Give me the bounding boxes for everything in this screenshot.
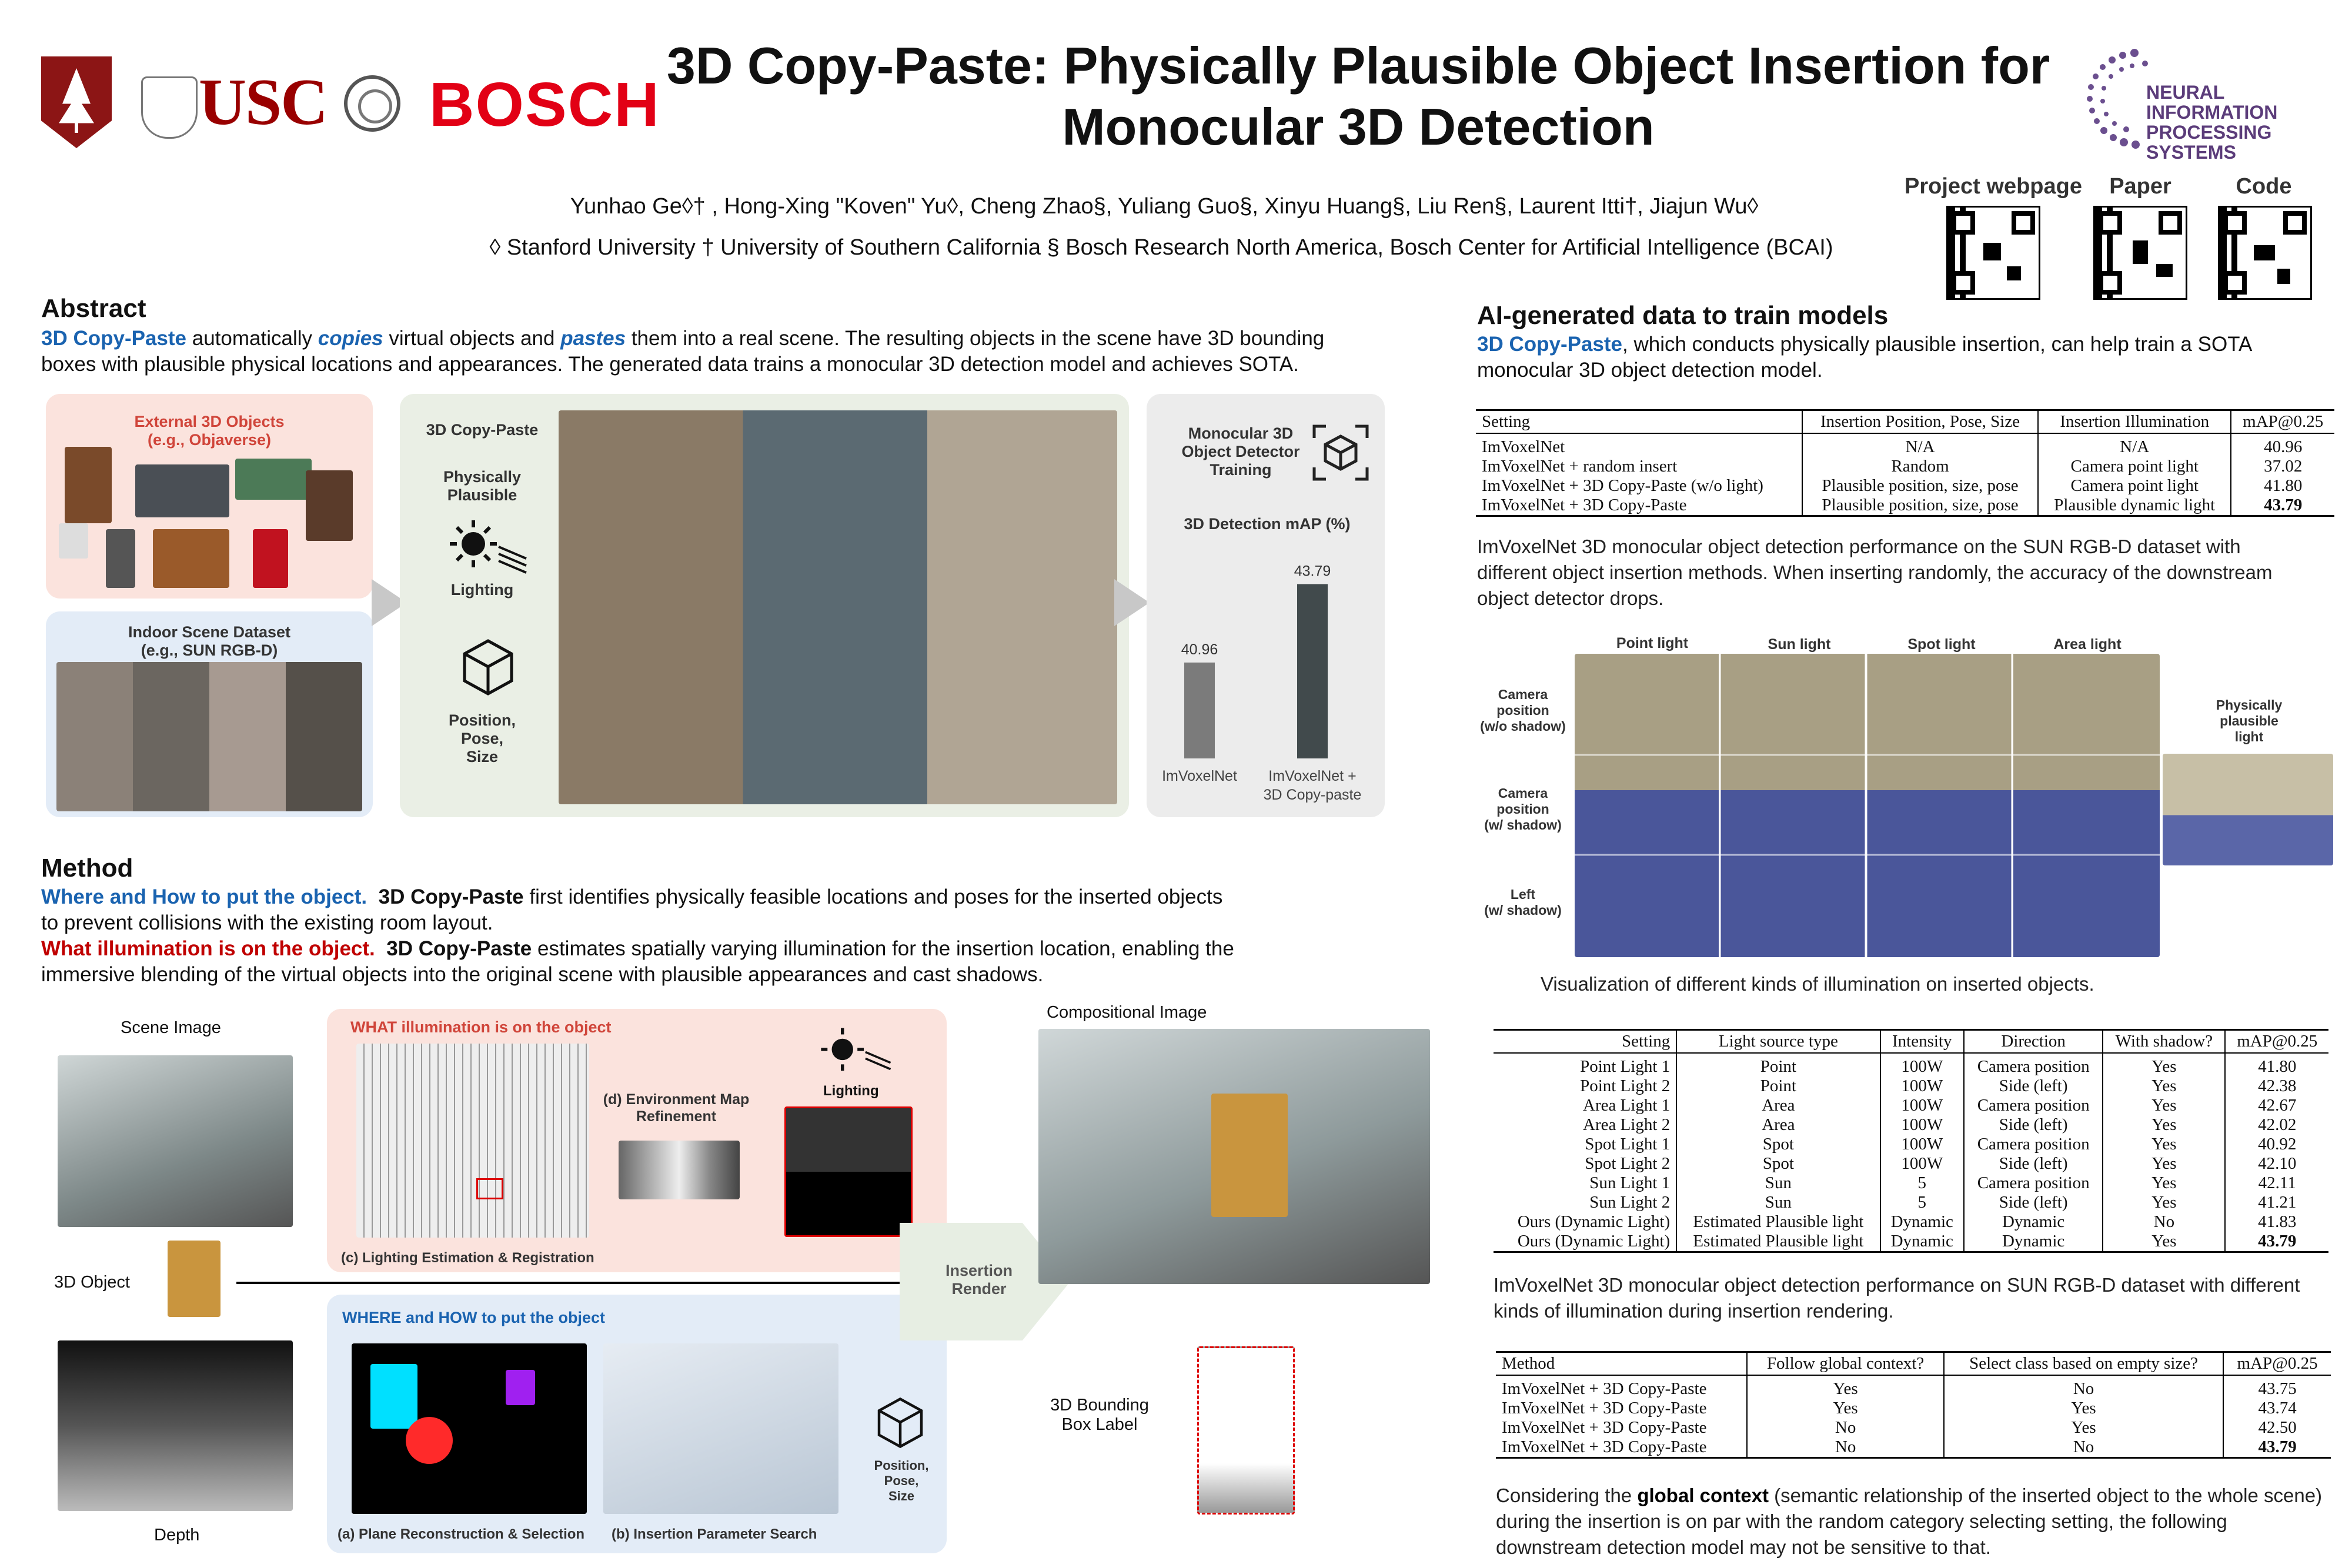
method-heading: Method — [41, 854, 133, 882]
intro-t2: monocular 3D object detection model. — [1477, 359, 1823, 382]
pose-label: Position, Pose, Size — [874, 1458, 929, 1503]
table-cell: Camera position — [1964, 1096, 2103, 1115]
title-line-2: Monocular 3D Detection — [1062, 98, 1655, 156]
table-cell: Sun — [1676, 1174, 1880, 1193]
table-cell: Estimated Plausible light — [1676, 1232, 1880, 1252]
table-cell: 100W — [1880, 1154, 1964, 1174]
table-row — [1494, 1193, 2328, 1212]
copy-paste-label: 3D Copy-Paste — [426, 421, 539, 439]
table-cell: Yes — [2103, 1193, 2225, 1212]
t1-header: Insertion Illumination — [2038, 410, 2231, 434]
table-cell: Yes — [1944, 1418, 2223, 1437]
table3-caption: Considering the global context (semantic relationship of the inserted object to the whole scene) during the insertion is on par with the random category selecting setting, the following downstream detection model may not be sensitive to that. — [1496, 1485, 2323, 1558]
table-cell: Point — [1676, 1076, 1880, 1096]
poster-title — [623, 35, 2093, 158]
table-row — [1494, 1135, 2328, 1154]
abstract-t1: automatically — [186, 327, 318, 350]
grid-col-point: Point light — [1616, 635, 1689, 651]
qr-label-paper: Paper — [2109, 174, 2171, 199]
table-cell: 40.96 — [2231, 433, 2334, 457]
what-illumination-title: WHAT illumination is on the object — [350, 1018, 612, 1036]
table-cell: Yes — [1944, 1399, 2223, 1418]
table-cell: Camera position — [1964, 1135, 2103, 1154]
grid-caption: Visualization of different kinds of illumination on inserted objects. — [1541, 973, 2094, 995]
t1-header: Setting — [1476, 410, 1802, 434]
table-cell: ImVoxelNet + 3D Copy-Paste — [1502, 1418, 1707, 1437]
method-where-t1: first identifies physically feasible locations and poses for the inserted objects — [523, 885, 1223, 908]
lighting-estimation-image — [356, 1044, 589, 1238]
table-row — [1494, 1115, 2328, 1135]
table-cell: 43.75 — [2223, 1375, 2331, 1399]
bed-object-image — [135, 464, 229, 517]
table-row — [1496, 1437, 2331, 1458]
table-cell: 100W — [1880, 1115, 1964, 1135]
table-row — [1476, 476, 2334, 496]
insertion-parameter-label: (b) Insertion Parameter Search — [612, 1526, 817, 1542]
table-row — [1476, 433, 2334, 457]
bar-value-label: 40.96 — [1181, 641, 1218, 658]
table-cell: Spot — [1676, 1135, 1880, 1154]
table-cell: 100W — [1880, 1053, 1964, 1076]
method-what-lead: What illumination is on the object. — [41, 937, 375, 960]
bbox-image — [1197, 1346, 1295, 1514]
scene-image — [58, 1055, 293, 1227]
table-cell: Yes — [2103, 1135, 2225, 1154]
table-cell: Dynamic — [1880, 1232, 1964, 1252]
neurips-line-1: NEURAL INFORMATION — [2146, 82, 2278, 123]
table1-caption: ImVoxelNet 3D monocular object detection performance on the SUN RGB-D dataset with different object insertion methods. When inserting randomly, the accuracy of the downstream object detector drops. — [1477, 536, 2273, 609]
inserted-scenes-grid — [559, 410, 1117, 804]
table-cell: Side (left) — [1964, 1154, 2103, 1174]
sun-lighting-icon — [447, 517, 535, 582]
table-cell: Spot Light 1 — [1585, 1135, 1671, 1154]
table-cell: 100W — [1880, 1076, 1964, 1096]
table-cell: Side (left) — [1964, 1076, 2103, 1096]
table-cell: Estimated Plausible light — [1676, 1212, 1880, 1232]
table-cell: 43.74 — [2223, 1399, 2331, 1418]
bar — [1184, 663, 1215, 758]
env-map-label: (d) Environment Map Refinement — [603, 1091, 750, 1125]
inserted-chair — [1211, 1094, 1288, 1217]
cube-pose-icon — [459, 635, 517, 700]
table-cell: Camera position — [1964, 1174, 2103, 1193]
table-row — [1476, 457, 2334, 476]
position-pose-size-label: Position, Pose, Size — [449, 711, 516, 765]
table-cell: 42.50 — [2223, 1418, 2331, 1437]
desk-object-image — [153, 529, 229, 588]
grid-row-1: Camera position (w/o shadow) — [1480, 687, 1566, 734]
ai-data-intro — [1477, 332, 2330, 383]
cabinet-object-image — [306, 470, 353, 541]
grid-col-spot: Spot light — [1907, 636, 1976, 653]
table-cell: Ours (Dynamic Light) — [1517, 1212, 1671, 1231]
depth-image — [58, 1340, 293, 1511]
table-cell: Yes — [1747, 1375, 1944, 1399]
table-cell: 5 — [1880, 1174, 1964, 1193]
table-cell: Dynamic — [1964, 1232, 2103, 1252]
method-what-t2: immersive blending of the virtual objects into the original scene with plausible appearances and cast shadows. — [41, 963, 1044, 986]
table-illumination — [1494, 1029, 2328, 1253]
table-insertion-methods — [1476, 409, 2334, 517]
illumination-grid-image — [1575, 654, 2160, 957]
method-where-t2: to prevent collisions with the existing room layout. — [41, 911, 493, 934]
abstract-pastes: pastes — [560, 327, 626, 350]
table-cell: 100W — [1880, 1135, 1964, 1154]
neurips-line-2: PROCESSING SYSTEMS — [2146, 122, 2272, 163]
object-arrow-line — [236, 1282, 918, 1284]
table-cell: 40.92 — [2225, 1135, 2328, 1154]
plane-segment — [506, 1370, 535, 1405]
physically-plausible-light-label: Physically plausible light — [2216, 697, 2283, 744]
table-cell: 41.80 — [2225, 1053, 2328, 1076]
table-row — [1496, 1375, 2331, 1399]
qr-label-project: Project webpage — [1905, 174, 2082, 199]
table-row — [1494, 1212, 2328, 1232]
bar — [1297, 584, 1328, 758]
table2-caption: ImVoxelNet 3D monocular object detection performance on SUN RGB-D dataset with different kinds of illumination during insertion rendering. — [1494, 1274, 2300, 1322]
category-label: ImVoxelNet — [1162, 768, 1237, 784]
plane-segment — [370, 1364, 417, 1429]
bar-value-label: 43.79 — [1294, 563, 1331, 580]
table-cell: Yes — [2103, 1232, 2225, 1252]
object-3d-label: 3D Object — [54, 1273, 130, 1292]
table-cell: Plausible position, size, pose — [1802, 496, 2038, 516]
t1-header: mAP@0.25 — [2231, 410, 2334, 434]
global-context-term: global context — [1637, 1485, 1769, 1506]
t3-header: Method — [1496, 1352, 1747, 1376]
physically-plausible-light-image — [2163, 754, 2333, 865]
t2-header: Intensity — [1880, 1030, 1964, 1054]
table-cell: ImVoxelNet — [1482, 437, 1565, 456]
chair-object-image — [65, 447, 112, 523]
lighting-label: Lighting — [450, 581, 514, 599]
table-cell: Area Light 2 — [1583, 1115, 1671, 1134]
table-cell: Yes — [2103, 1174, 2225, 1193]
neurips-logo-text — [2146, 82, 2352, 162]
table-cell: Point — [1676, 1053, 1880, 1076]
qr-code-code[interactable] — [2218, 206, 2312, 300]
table-cell: 42.11 — [2225, 1174, 2328, 1193]
table-cell: N/A — [1802, 433, 2038, 457]
bbox-label: 3D Bounding Box Label — [1050, 1396, 1149, 1434]
chair-3d-object-image — [168, 1241, 220, 1317]
grid-col-sun: Sun light — [1768, 636, 1831, 653]
table-cell: Plausible dynamic light — [2038, 496, 2231, 516]
table-cell: 42.02 — [2225, 1115, 2328, 1135]
table-cell: 43.79 — [2225, 1232, 2328, 1252]
table-cell: ImVoxelNet + 3D Copy-Paste — [1502, 1379, 1707, 1398]
env-map-image — [619, 1141, 740, 1199]
method-where-name: 3D Copy-Paste — [378, 885, 524, 908]
table-row — [1494, 1076, 2328, 1096]
table-cell: 42.10 — [2225, 1154, 2328, 1174]
indoor-dataset-label: Indoor Scene Dataset (e.g., SUN RGB-D) — [128, 623, 291, 659]
toilet-object-image — [59, 523, 88, 559]
ai-data-heading: AI-generated data to train models — [1477, 301, 1889, 330]
category-label: 3D Copy-paste — [1263, 787, 1362, 803]
table-cell: Random — [1802, 457, 2038, 476]
abstract-text — [41, 326, 1452, 377]
t2-header: Setting — [1494, 1030, 1676, 1054]
t3-header: mAP@0.25 — [2223, 1352, 2331, 1376]
grid-row-2: Camera position (w/ shadow) — [1484, 785, 1562, 833]
detection-cube-icon — [1311, 423, 1370, 482]
table-cell: ImVoxelNet + 3D Copy-Paste — [1502, 1399, 1707, 1417]
table-cell: No — [2103, 1212, 2225, 1232]
t3-header: Select class based on empty size? — [1944, 1352, 2223, 1376]
refined-env-map-image — [784, 1106, 913, 1237]
t1-header: Insertion Position, Pose, Size — [1802, 410, 2038, 434]
method-text — [41, 884, 1452, 988]
abstract-method-name: 3D Copy-Paste — [41, 327, 187, 350]
table-row — [1494, 1096, 2328, 1115]
detector-training-label: Monocular 3D Object Detector Training — [1181, 424, 1300, 479]
table-row — [1496, 1399, 2331, 1418]
table-cell: 41.80 — [2231, 476, 2334, 496]
table-row — [1496, 1418, 2331, 1437]
table-cell: Yes — [2103, 1076, 2225, 1096]
table-cell: ImVoxelNet + 3D Copy-Paste — [1476, 496, 1802, 516]
lighting-sun-icon — [817, 1025, 900, 1084]
insertion-parameter-image — [603, 1343, 838, 1514]
table-cell: 42.38 — [2225, 1076, 2328, 1096]
table-cell: ImVoxelNet + 3D Copy-Paste (w/o light) — [1482, 476, 1763, 495]
table-cell: Area Light 1 — [1583, 1096, 1671, 1115]
where-how-title: WHERE and HOW to put the object — [342, 1309, 605, 1326]
grid-row-3: Left (w/ shadow) — [1484, 887, 1562, 918]
table-cell: Ours (Dynamic Light) — [1494, 1232, 1676, 1252]
table-cell: Point Light 1 — [1580, 1057, 1671, 1076]
intro-t1: , which conducts physically plausible insertion, can help train a SOTA — [1622, 333, 2253, 356]
table-cell: No — [1944, 1375, 2223, 1399]
insertion-render-label: Insertion Render — [945, 1262, 1013, 1298]
table-cell: No — [1747, 1437, 1944, 1458]
table-cell: ImVoxelNet + 3D Copy-Paste — [1496, 1437, 1747, 1458]
abstract-t3: them into a real scene. The resulting objects in the scene have 3D bounding — [626, 327, 1325, 350]
table-cell: 43.79 — [2223, 1437, 2331, 1458]
table-cell: Camera point light — [2038, 476, 2231, 496]
chart-title: 3D Detection mAP (%) — [1184, 515, 1351, 533]
table-cell: No — [1747, 1418, 1944, 1437]
intro-method-name: 3D Copy-Paste — [1477, 333, 1623, 356]
table-cell: Dynamic — [1964, 1212, 2103, 1232]
table-cell: 100W — [1880, 1096, 1964, 1115]
table-cell: Sun Light 1 — [1589, 1174, 1671, 1192]
table-cell: Camera position — [1964, 1053, 2103, 1076]
method-where-lead: Where and How to put the object. — [41, 885, 368, 908]
table-cell: Plausible position, size, pose — [1802, 476, 2038, 496]
external-objects-label: External 3D Objects (e.g., Objaverse) — [134, 413, 285, 449]
abstract-t2: virtual objects and — [383, 327, 561, 350]
table-cell: Yes — [2103, 1053, 2225, 1076]
abstract-copies: copies — [318, 327, 383, 350]
pose-cube-icon — [874, 1393, 927, 1452]
lighting-estimation-label: (c) Lighting Estimation & Registration — [341, 1250, 594, 1266]
indoor-scene-images — [56, 662, 362, 811]
plane-segment — [406, 1417, 453, 1464]
table-global-context — [1496, 1351, 2331, 1459]
lighting-small-label: Lighting — [823, 1083, 879, 1099]
table-cell: 41.21 — [2225, 1193, 2328, 1212]
usc-seal-icon — [141, 76, 198, 139]
table-cell: Area — [1676, 1115, 1880, 1135]
table-cell: 42.67 — [2225, 1096, 2328, 1115]
table-cell: N/A — [2038, 433, 2231, 457]
table-cell: Yes — [1747, 1399, 1944, 1418]
qr-code-paper[interactable] — [2093, 206, 2187, 300]
table-cell: Yes — [2103, 1096, 2225, 1115]
table-cell: 37.02 — [2231, 457, 2334, 476]
qr-label-code: Code — [2236, 174, 2292, 199]
t2-header: With shadow? — [2103, 1030, 2225, 1054]
abstract-line-2: boxes with plausible physical locations and appearances. The generated data trains a monocular 3D detection model and achieves SOTA. — [41, 353, 1299, 376]
table-row — [1494, 1154, 2328, 1174]
table-row — [1494, 1232, 2328, 1252]
stanford-logo — [41, 56, 112, 148]
table-cell: Yes — [2103, 1154, 2225, 1174]
scene-image-label: Scene Image — [121, 1018, 221, 1037]
grid-col-area: Area light — [2053, 636, 2122, 653]
t3-header: Follow global context? — [1747, 1352, 1944, 1376]
physically-plausible-label: Physically Plausible — [443, 468, 522, 504]
table-cell: Yes — [2103, 1115, 2225, 1135]
arrow-icon — [1114, 579, 1150, 626]
table-cell: 43.79 — [2231, 496, 2334, 516]
red-chair-object-image — [253, 529, 288, 588]
method-what-t1: estimates spatially varying illumination for the insertion location, enabling the — [532, 937, 1234, 960]
usc-logo: USC — [199, 66, 328, 139]
table-cell: Spot Light 2 — [1585, 1154, 1671, 1173]
plane-reconstruction-label: (a) Plane Reconstruction & Selection — [338, 1526, 585, 1542]
table-cell: 41.83 — [2225, 1212, 2328, 1232]
table-row — [1494, 1053, 2328, 1076]
t2-header: Light source type — [1676, 1030, 1880, 1054]
table-cell: Point Light 2 — [1580, 1076, 1671, 1095]
table-cell: Spot — [1676, 1154, 1880, 1174]
t2-header: Direction — [1964, 1030, 2103, 1054]
region-marker — [476, 1178, 503, 1199]
table-cell: Sun — [1676, 1193, 1880, 1212]
category-label: ImVoxelNet + — [1268, 768, 1357, 784]
bosch-ring-icon — [344, 75, 400, 132]
depth-label: Depth — [154, 1526, 200, 1544]
qr-code-project[interactable] — [1946, 206, 2040, 300]
author-list: Yunhao Ge◊† , Hong-Xing "Koven" Yu◊, Cheng Zhao§, Yuliang Guo§, Xinyu Huang§, Liu Ren§, Laurent Itti†, Jiajun Wu◊ — [570, 194, 1759, 219]
title-line-1: 3D Copy-Paste: Physically Plausible Object Insertion for — [666, 36, 2050, 95]
abstract-heading: Abstract — [41, 294, 146, 323]
sofa-object-image — [235, 459, 312, 500]
table-cell: 5 — [1880, 1193, 1964, 1212]
bosch-logo: BOSCH — [429, 70, 660, 139]
table-cell: ImVoxelNet + random insert — [1482, 457, 1678, 476]
t2-header: mAP@0.25 — [2225, 1030, 2328, 1054]
table-cell: No — [1944, 1437, 2223, 1458]
table-cell: Camera point light — [2038, 457, 2231, 476]
table-cell: Side (left) — [1964, 1193, 2103, 1212]
table-cell: Dynamic — [1880, 1212, 1964, 1232]
method-what-name: 3D Copy-Paste — [386, 937, 532, 960]
table-cell: Area — [1676, 1096, 1880, 1115]
table-row — [1494, 1174, 2328, 1193]
compositional-image-label: Compositional Image — [1047, 1003, 1207, 1022]
metal-chair-object-image — [106, 529, 135, 588]
tree-icon — [59, 68, 94, 133]
table-cell: Sun Light 2 — [1589, 1193, 1671, 1212]
table-cell: Side (left) — [1964, 1115, 2103, 1135]
affiliations: ◊ Stanford University † University of Southern California § Bosch Research North America, Bosch Center for Artificial Intelligence (BCAI) — [489, 235, 1833, 260]
map-bar-chart — [1152, 511, 1382, 817]
table-row — [1476, 496, 2334, 516]
